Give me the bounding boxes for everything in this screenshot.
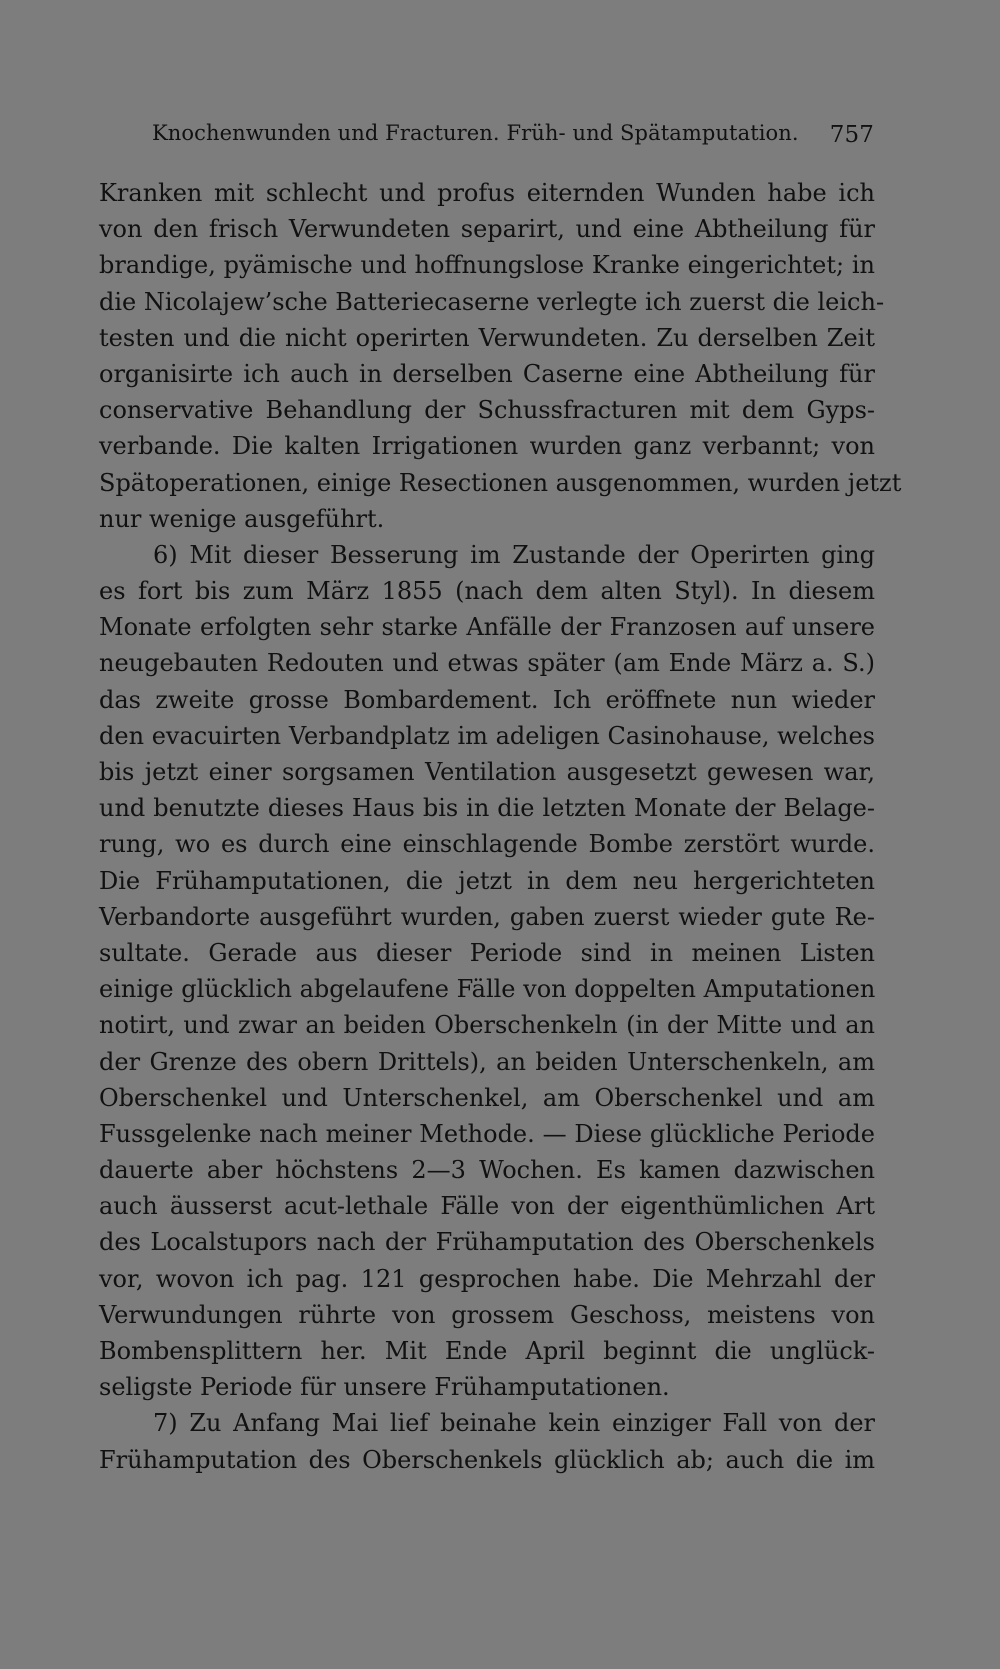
text-line: vor, wovon ich pag. 121 gesprochen habe. Die Mehrzahl der [99,1264,875,1293]
text-line: der Grenze des obern Drittels), an beiden Unterschenkeln, am [99,1047,875,1076]
text-line: und benutzte dieses Haus bis in die letzten Monate der Belage- [99,794,875,823]
text-line: organisirte ich auch in derselben Caserne eine Abtheilung für [99,359,875,388]
text-line: neugebauten Redouten und etwas später (am Ende März a. S.) [99,649,875,678]
text-line: Bombensplittern her. Mit Ende April beginnt die unglück- [99,1337,875,1365]
paragraph-start-line: 6) Mit dieser Besserung im Zustande der Operirten ging [153,540,875,569]
text-line: auch äusserst acut-lethale Fälle von der eigenthümlichen Art [99,1192,875,1221]
text-line: dauerte aber höchstens 2—3 Wochen. Es kamen dazwischen [99,1156,875,1185]
text-line: rung, wo es durch eine einschlagende Bombe zerstört wurde. [99,830,875,859]
paragraph-start-line: 7) Zu Anfang Mai lief beinahe kein einziger Fall von der [153,1409,875,1438]
text-line: von den frisch Verwundeten separirt, und eine Abtheilung für [99,215,875,244]
text-line: Kranken mit schlecht und profus eiternden Wunden habe ich [99,179,875,207]
text-line: Frühamputation des Oberschenkels glücklich ab; auch die im [99,1445,875,1474]
text-line: Verbandorte ausgeführt wurden, gaben zuerst wieder gute Re- [99,902,875,931]
text-line: brandige, pyämische und hoffnungslose Kranke eingerichtet; in [99,251,875,280]
text-line: Fussgelenke nach meiner Methode. — Diese glückliche Periode [99,1119,875,1148]
text-line: notirt, und zwar an beiden Oberschenkeln (in der Mitte und an [99,1011,875,1040]
text-line: Verwundungen rührte von grossem Geschoss, meistens von [99,1300,875,1329]
text-line: die Nicolajew’sche Batteriecaserne verlegte ich zuerst die leich- [99,287,885,316]
text-line: einige glücklich abgelaufene Fälle von doppelten Amputationen [99,975,876,1004]
page-number: 757 [829,122,874,148]
text-line: es fort bis zum März 1855 (nach dem alten Styl). In diesem [99,577,875,606]
text-line: Oberschenkel und Unterschenkel, am Oberschenkel und am [99,1083,875,1112]
running-title: Knochenwunden und Fracturen. Früh- und Spätamputation. [152,121,799,145]
text-line: Spätoperationen, einige Resectionen ausgenommen, wurden jetzt [99,468,902,497]
paragraph-end-line: nur wenige ausgeführt. [99,504,385,533]
text-line: verbande. Die kalten Irrigationen wurden ganz verbannt; von [99,432,875,461]
paragraph-end-line: seligste Periode für unsere Frühamputationen. [99,1373,670,1402]
text-line: den evacuirten Verbandplatz im adeligen Casinohause, welches [99,721,875,750]
text-line: sultate. Gerade aus dieser Periode sind in meinen Listen [99,938,875,967]
text-line: Monate erfolgten sehr starke Anfälle der Franzosen auf unsere [99,613,875,642]
text-line: das zweite grosse Bombardement. Ich eröffnete nun wieder [99,685,875,714]
body-text [99,175,902,1478]
text-line: des Localstupors nach der Frühamputation des Oberschenkels [99,1228,875,1257]
text-line: conservative Behandlung der Schussfracturen mit dem Gyps- [99,396,875,425]
text-line: testen und die nicht operirten Verwundeten. Zu derselben Zeit [99,323,875,352]
text-line: bis jetzt einer sorgsamen Ventilation ausgesetzt gewesen war, [99,758,875,786]
running-head [152,116,874,150]
text-line: Die Frühamputationen, die jetzt in dem neu hergerichteten [99,866,875,895]
